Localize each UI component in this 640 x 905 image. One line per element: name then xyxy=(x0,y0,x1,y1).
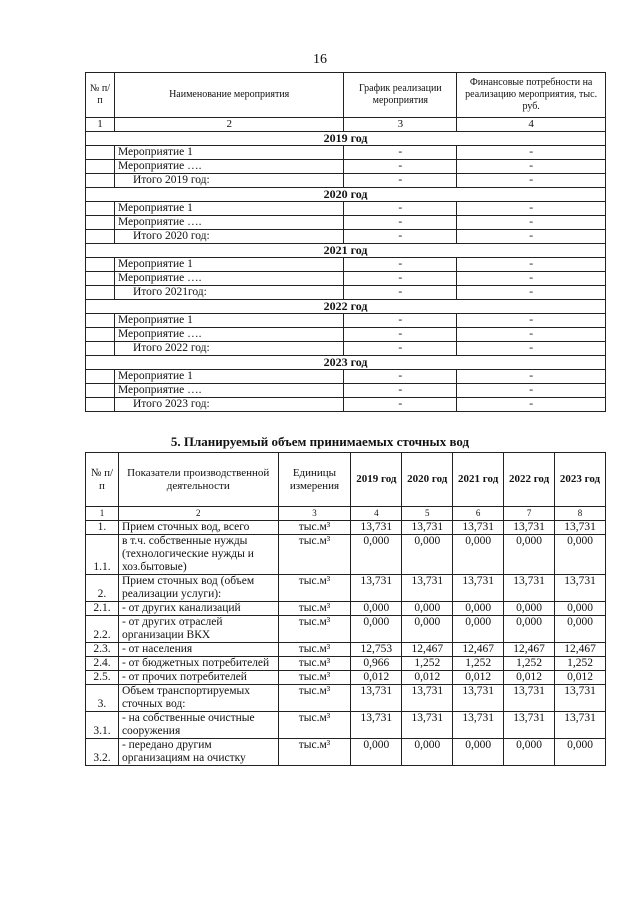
measure-name: Мероприятие 1 xyxy=(114,202,343,216)
schedule-value: - xyxy=(344,342,457,356)
finance-value: - xyxy=(457,384,606,398)
measure-name: Мероприятие …. xyxy=(114,328,343,342)
header-year-2023: 2023 год xyxy=(555,453,606,507)
table-row xyxy=(86,643,606,657)
year-value: 1,252 xyxy=(402,657,453,671)
year-value: 0,000 xyxy=(504,602,555,616)
measure-name: Мероприятие …. xyxy=(114,384,343,398)
row-num: 3. xyxy=(86,685,119,712)
schedule-value: - xyxy=(344,314,457,328)
measure-name: Мероприятие 1 xyxy=(114,370,343,384)
finance-value: - xyxy=(457,314,606,328)
row-num xyxy=(86,328,115,342)
year-heading: 2021 год xyxy=(86,244,606,258)
column-number: 1 xyxy=(86,118,115,132)
column-number: 3 xyxy=(344,118,457,132)
year-value: 12,467 xyxy=(555,643,606,657)
year-value: 13,731 xyxy=(351,575,402,602)
header-year-2019: 2019 год xyxy=(351,453,402,507)
table-row xyxy=(86,602,606,616)
year-value: 0,012 xyxy=(504,671,555,685)
indicator-name: - передано другим организациям на очистку xyxy=(118,739,278,766)
year-value: 12,467 xyxy=(453,643,504,657)
schedule-value: - xyxy=(344,384,457,398)
year-value: 0,012 xyxy=(453,671,504,685)
header-finance: Финансовые потребности на реализацию мероприятия, тыс. руб. xyxy=(457,73,606,118)
section-title: 5. Планируемый объем принимаемых сточных вод xyxy=(170,434,470,449)
year-value: 1,252 xyxy=(453,657,504,671)
row-num xyxy=(86,398,115,412)
year-value: 0,000 xyxy=(453,602,504,616)
year-value: 0,000 xyxy=(504,739,555,766)
unit: тыс.м³ xyxy=(278,643,351,657)
year-heading: 2023 год xyxy=(86,356,606,370)
year-value: 0,012 xyxy=(555,671,606,685)
year-value: 0,012 xyxy=(351,671,402,685)
year-value: 13,731 xyxy=(402,521,453,535)
row-num: 2.5. xyxy=(86,671,119,685)
measures-table xyxy=(85,72,606,412)
row-num xyxy=(86,370,115,384)
year-value: 12,467 xyxy=(504,643,555,657)
table-row xyxy=(86,174,606,188)
indicator-name: в т.ч. собственные нужды (технологические нужды и хоз.бытовые) xyxy=(118,535,278,575)
year-row xyxy=(86,132,606,146)
year-value: 13,731 xyxy=(402,575,453,602)
unit: тыс.м³ xyxy=(278,521,351,535)
row-num xyxy=(86,272,115,286)
schedule-value: - xyxy=(344,202,457,216)
year-value: 13,731 xyxy=(351,712,402,739)
year-value: 0,000 xyxy=(555,535,606,575)
year-value: 0,000 xyxy=(402,535,453,575)
year-row xyxy=(86,244,606,258)
table-row xyxy=(86,575,606,602)
unit: тыс.м³ xyxy=(278,712,351,739)
row-num: 2.2. xyxy=(86,616,119,643)
header-year-2020: 2020 год xyxy=(402,453,453,507)
table-row xyxy=(86,328,606,342)
finance-value: - xyxy=(457,328,606,342)
measures-table-body xyxy=(86,118,606,412)
row-num xyxy=(86,160,115,174)
indicator-name: Прием сточных вод (объем реализации услуги): xyxy=(118,575,278,602)
year-value: 0,000 xyxy=(453,535,504,575)
unit: тыс.м³ xyxy=(278,616,351,643)
year-value: 0,000 xyxy=(504,616,555,643)
row-num: 3.1. xyxy=(86,712,119,739)
unit: тыс.м³ xyxy=(278,671,351,685)
year-value: 0,000 xyxy=(555,616,606,643)
year-value: 13,731 xyxy=(555,575,606,602)
year-value: 0,000 xyxy=(453,616,504,643)
year-value: 13,731 xyxy=(402,712,453,739)
unit: тыс.м³ xyxy=(278,657,351,671)
year-heading: 2022 год xyxy=(86,300,606,314)
measure-name: Итого 2021год: xyxy=(114,286,343,300)
row-num xyxy=(86,342,115,356)
measure-name: Мероприятие …. xyxy=(114,216,343,230)
column-number-row xyxy=(86,118,606,132)
measure-name: Мероприятие 1 xyxy=(114,314,343,328)
table-row xyxy=(86,384,606,398)
schedule-value: - xyxy=(344,370,457,384)
schedule-value: - xyxy=(344,146,457,160)
table-row xyxy=(86,712,606,739)
measure-name: Итого 2022 год: xyxy=(114,342,343,356)
unit: тыс.м³ xyxy=(278,685,351,712)
measure-name: Мероприятие …. xyxy=(114,272,343,286)
column-number: 8 xyxy=(555,507,606,521)
year-value: 13,731 xyxy=(453,712,504,739)
column-number: 5 xyxy=(402,507,453,521)
table-row xyxy=(86,314,606,328)
schedule-value: - xyxy=(344,174,457,188)
row-num: 1.1. xyxy=(86,535,119,575)
indicator-name: - от других канализаций xyxy=(118,602,278,616)
year-value: 0,000 xyxy=(351,739,402,766)
year-heading: 2019 год xyxy=(86,132,606,146)
header-schedule: График реализации мероприятия xyxy=(344,73,457,118)
table-row xyxy=(86,146,606,160)
year-value: 13,731 xyxy=(453,685,504,712)
table-row xyxy=(86,216,606,230)
year-value: 0,012 xyxy=(402,671,453,685)
finance-value: - xyxy=(457,174,606,188)
row-num: 3.2. xyxy=(86,739,119,766)
column-number-row xyxy=(86,507,606,521)
year-value: 0,000 xyxy=(402,616,453,643)
indicator-name: - на собственные очистные сооружения xyxy=(118,712,278,739)
year-value: 0,000 xyxy=(453,739,504,766)
schedule-value: - xyxy=(344,216,457,230)
table-row xyxy=(86,272,606,286)
year-row xyxy=(86,356,606,370)
header-year-2021: 2021 год xyxy=(453,453,504,507)
year-value: 13,731 xyxy=(555,685,606,712)
header-measure-name: Наименование мероприятия xyxy=(114,73,343,118)
year-value: 1,252 xyxy=(504,657,555,671)
unit: тыс.м³ xyxy=(278,535,351,575)
year-value: 12,467 xyxy=(402,643,453,657)
year-value: 0,966 xyxy=(351,657,402,671)
row-num xyxy=(86,146,115,160)
schedule-value: - xyxy=(344,286,457,300)
finance-value: - xyxy=(457,160,606,174)
column-number: 2 xyxy=(114,118,343,132)
year-value: 12,753 xyxy=(351,643,402,657)
row-num xyxy=(86,174,115,188)
finance-value: - xyxy=(457,230,606,244)
year-value: 0,000 xyxy=(351,602,402,616)
measure-name: Мероприятие …. xyxy=(114,160,343,174)
column-number: 2 xyxy=(118,507,278,521)
year-value: 13,731 xyxy=(351,685,402,712)
row-num: 2.1. xyxy=(86,602,119,616)
row-num xyxy=(86,286,115,300)
measure-name: Мероприятие 1 xyxy=(114,146,343,160)
unit: тыс.м³ xyxy=(278,602,351,616)
finance-value: - xyxy=(457,286,606,300)
indicator-name: - от бюджетных потребителей xyxy=(118,657,278,671)
table-row xyxy=(86,160,606,174)
year-value: 0,000 xyxy=(504,535,555,575)
column-number: 4 xyxy=(351,507,402,521)
year-row xyxy=(86,300,606,314)
table-row xyxy=(86,739,606,766)
measure-name: Итого 2019 год: xyxy=(114,174,343,188)
measure-name: Итого 2020 год: xyxy=(114,230,343,244)
table-row xyxy=(86,616,606,643)
row-num xyxy=(86,230,115,244)
wastewater-table xyxy=(85,452,606,766)
schedule-value: - xyxy=(344,272,457,286)
measure-name: Итого 2023 год: xyxy=(114,398,343,412)
year-value: 0,000 xyxy=(402,602,453,616)
indicator-name: - от прочих потребителей xyxy=(118,671,278,685)
row-num: 2.3. xyxy=(86,643,119,657)
table-row xyxy=(86,521,606,535)
header-num: № п/п xyxy=(86,73,115,118)
indicator-name: Прием сточных вод, всего xyxy=(118,521,278,535)
schedule-value: - xyxy=(344,328,457,342)
year-heading: 2020 год xyxy=(86,188,606,202)
header-indicator: Показатели производственной деятельности xyxy=(118,453,278,507)
page-number: 16 xyxy=(313,52,327,67)
year-value: 13,731 xyxy=(555,712,606,739)
table-row xyxy=(86,535,606,575)
table-row xyxy=(86,202,606,216)
header-num: № п/п xyxy=(86,453,119,507)
table-row xyxy=(86,286,606,300)
row-num xyxy=(86,258,115,272)
header-unit: Единицы измерения xyxy=(278,453,351,507)
measure-name: Мероприятие 1 xyxy=(114,258,343,272)
year-value: 13,731 xyxy=(504,521,555,535)
year-value: 0,000 xyxy=(555,602,606,616)
table-row xyxy=(86,685,606,712)
year-value: 13,731 xyxy=(351,521,402,535)
unit: тыс.м³ xyxy=(278,739,351,766)
column-number: 7 xyxy=(504,507,555,521)
wastewater-table-body xyxy=(86,507,606,766)
year-value: 13,731 xyxy=(504,712,555,739)
table-row xyxy=(86,370,606,384)
table-row xyxy=(86,230,606,244)
table-row xyxy=(86,398,606,412)
finance-value: - xyxy=(457,398,606,412)
indicator-name: - от населения xyxy=(118,643,278,657)
row-num: 2.4. xyxy=(86,657,119,671)
unit: тыс.м³ xyxy=(278,575,351,602)
year-row xyxy=(86,188,606,202)
indicator-name: - от других отраслей организации ВКХ xyxy=(118,616,278,643)
year-value: 0,000 xyxy=(555,739,606,766)
year-value: 13,731 xyxy=(453,521,504,535)
schedule-value: - xyxy=(344,398,457,412)
finance-value: - xyxy=(457,146,606,160)
table-row xyxy=(86,671,606,685)
year-value: 13,731 xyxy=(504,685,555,712)
year-value: 13,731 xyxy=(402,685,453,712)
year-value: 13,731 xyxy=(453,575,504,602)
finance-value: - xyxy=(457,258,606,272)
row-num: 1. xyxy=(86,521,119,535)
finance-value: - xyxy=(457,216,606,230)
finance-value: - xyxy=(457,370,606,384)
indicator-name: Объем транспортируемых сточных вод: xyxy=(118,685,278,712)
column-number: 4 xyxy=(457,118,606,132)
table-row xyxy=(86,258,606,272)
column-number: 1 xyxy=(86,507,119,521)
row-num: 2. xyxy=(86,575,119,602)
year-value: 0,000 xyxy=(402,739,453,766)
column-number: 6 xyxy=(453,507,504,521)
year-value: 13,731 xyxy=(504,575,555,602)
row-num xyxy=(86,384,115,398)
table-row xyxy=(86,342,606,356)
row-num xyxy=(86,314,115,328)
year-value: 0,000 xyxy=(351,616,402,643)
schedule-value: - xyxy=(344,160,457,174)
finance-value: - xyxy=(457,202,606,216)
schedule-value: - xyxy=(344,258,457,272)
header-year-2022: 2022 год xyxy=(504,453,555,507)
table-row xyxy=(86,657,606,671)
year-value: 13,731 xyxy=(555,521,606,535)
row-num xyxy=(86,216,115,230)
year-value: 0,000 xyxy=(351,535,402,575)
finance-value: - xyxy=(457,342,606,356)
row-num xyxy=(86,202,115,216)
schedule-value: - xyxy=(344,230,457,244)
finance-value: - xyxy=(457,272,606,286)
year-value: 1,252 xyxy=(555,657,606,671)
column-number: 3 xyxy=(278,507,351,521)
